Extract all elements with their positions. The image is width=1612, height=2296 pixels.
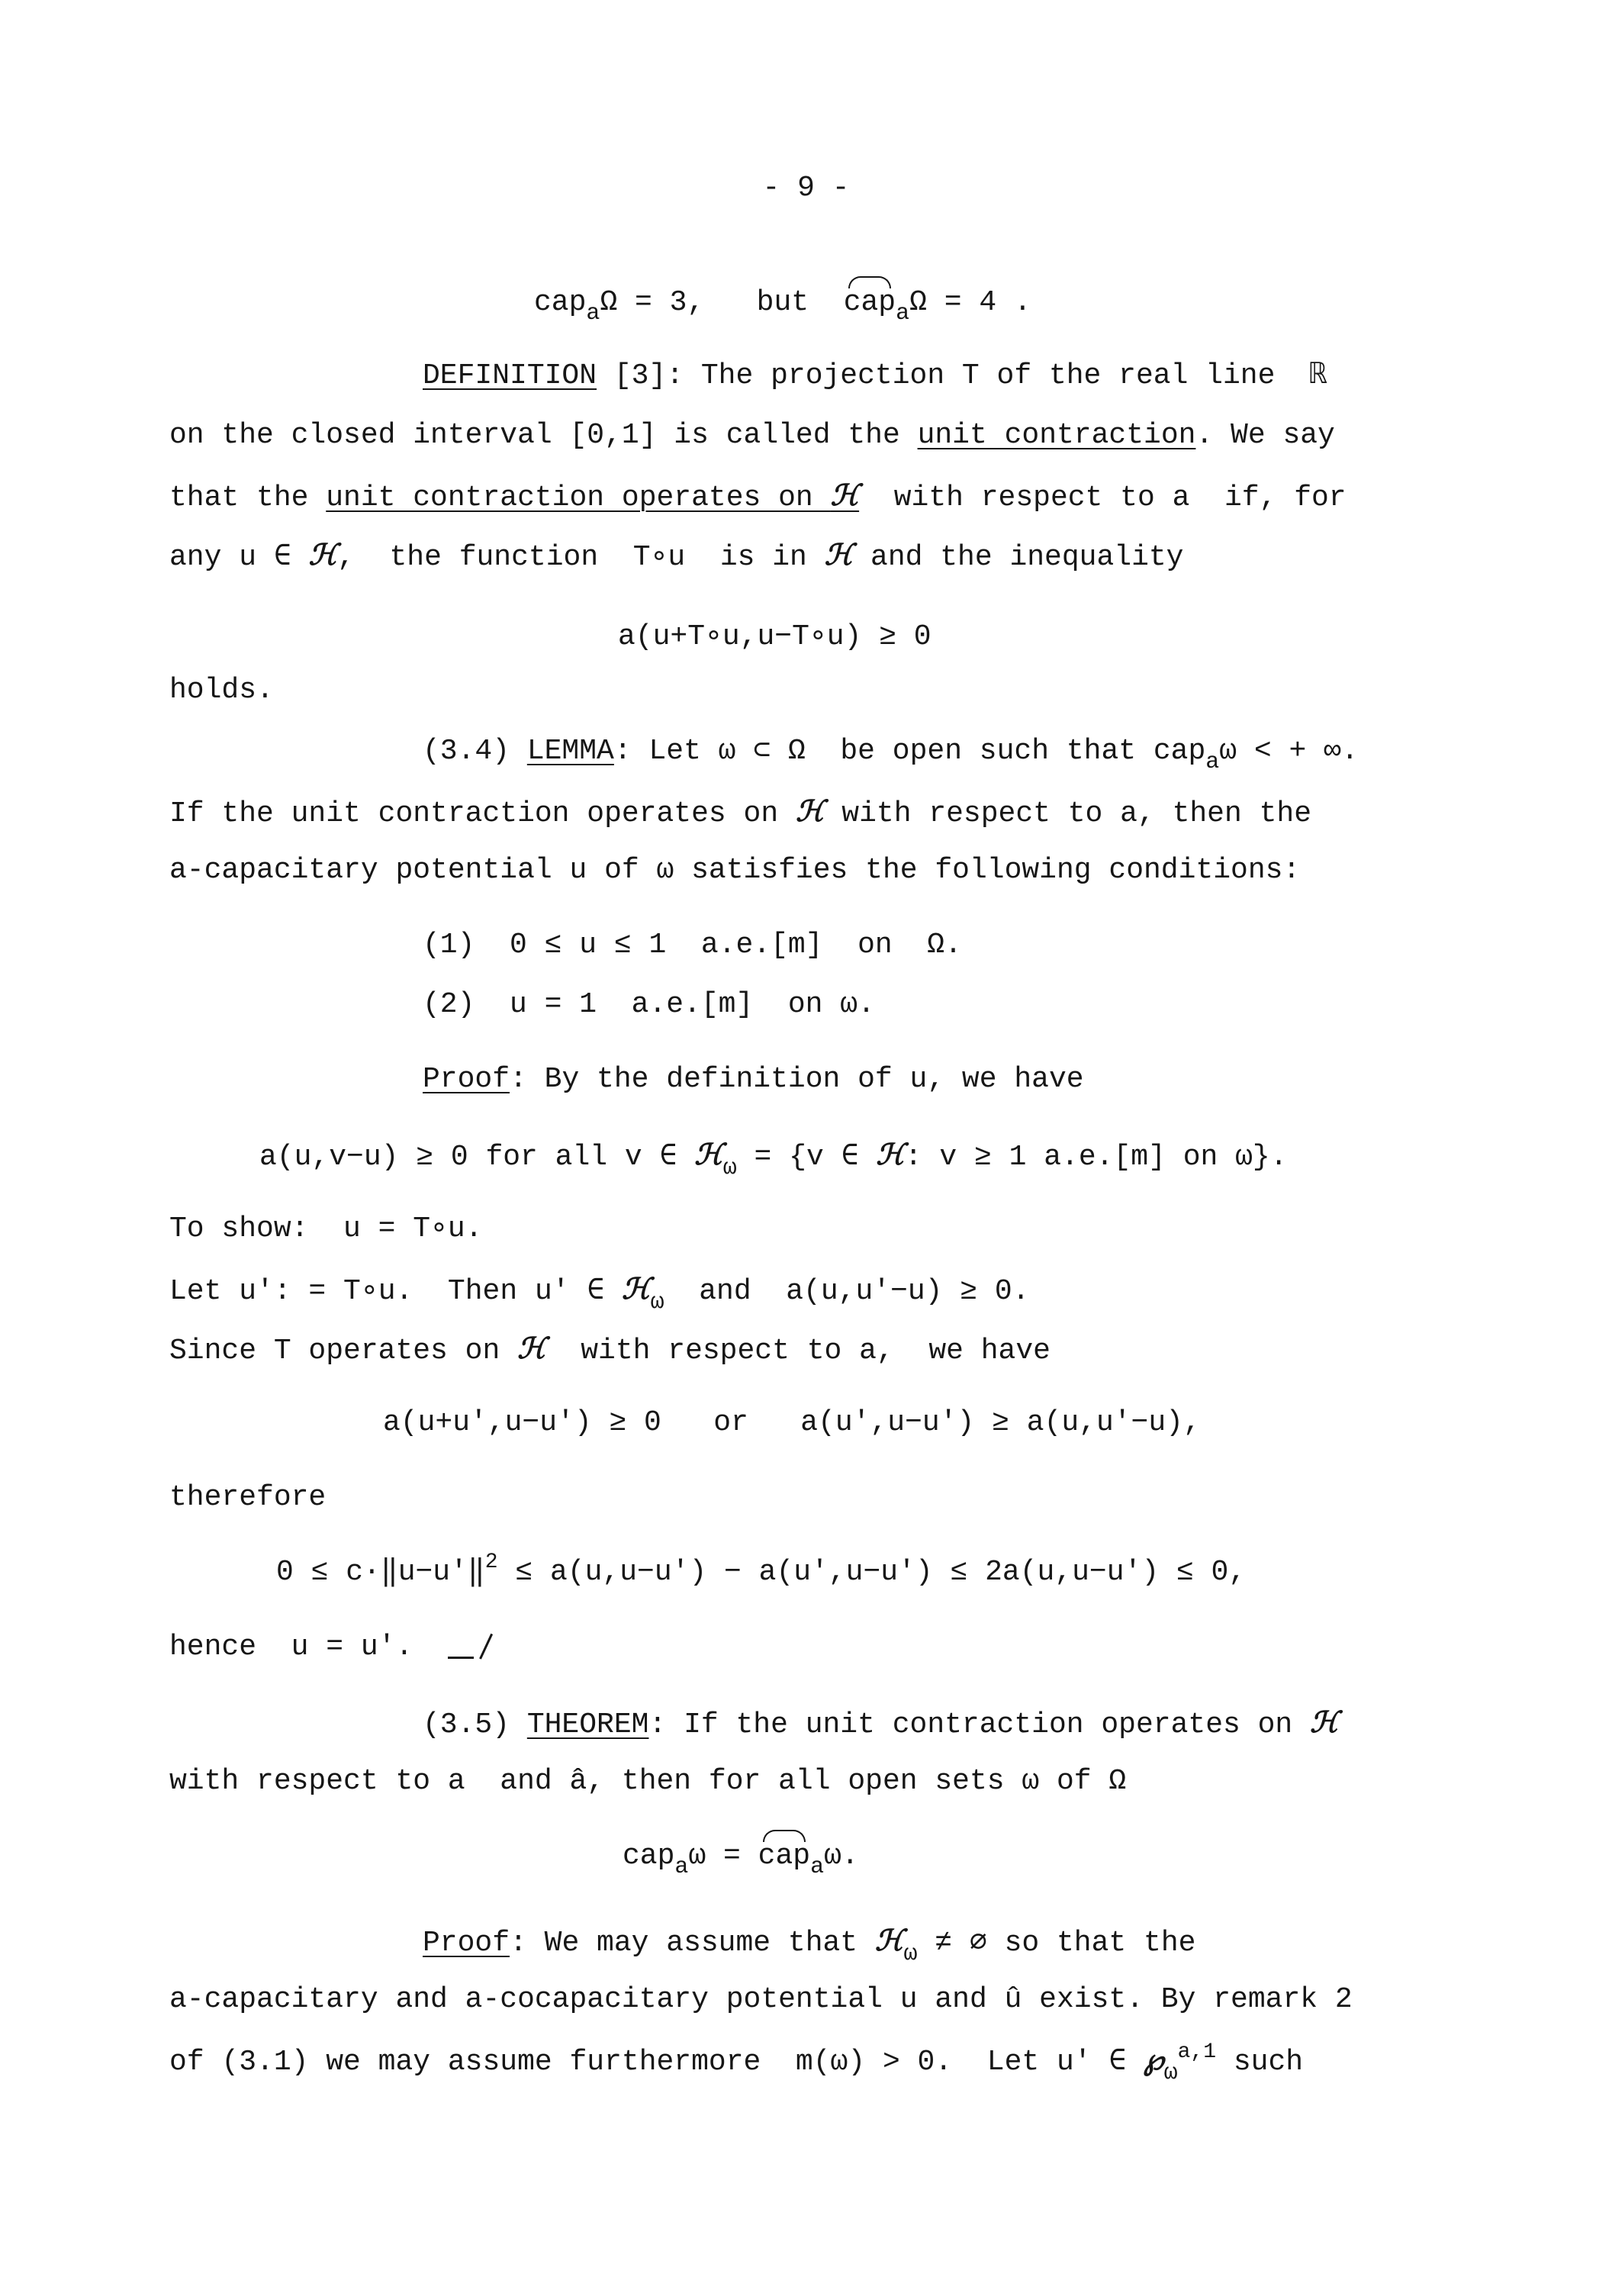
proof1-line-2: a(u,v−u) ≥ 0 for all v ∈ ℋ$_\omega$ = {v ∈ ℋ: v ≥ 1 a.e.[m] on ω}. xyxy=(259,1137,1288,1181)
definition-line-1: DEFINITION [3]: The projection T of the real line ℝ xyxy=(423,359,1327,392)
equation-capacity: cap$_a$Ω = 3, but cap$_a$Ω = 4 . xyxy=(534,286,1031,327)
definition-line-3: that the unit contraction operates on ℋ with respect to a if, for xyxy=(169,478,1347,514)
lemma-condition-2: (2) u = 1 a.e.[m] on ω. xyxy=(423,988,875,1021)
theorem-line-1: (3.5) THEOREM: If the unit contraction operates on ℋ xyxy=(423,1705,1339,1741)
definition-line-4: any u ∈ ℋ, the function T∘u is in ℋ and the inequality xyxy=(169,537,1184,574)
definition-line-2: on the closed interval [0,1] is called the unit contraction. We say xyxy=(169,419,1335,452)
proof2-line-1: Proof: We may assume that ℋ$_\omega$ ≠ ∅ so that the xyxy=(423,1923,1196,1967)
proof1-line-9: hence u = u'. xyxy=(169,1633,474,1662)
definition-holds: holds. xyxy=(169,674,274,707)
page-number: - 9 - xyxy=(762,172,850,204)
proof1-line-3: To show: u = T∘u. xyxy=(169,1212,483,1245)
proof1-line-1: Proof: By the definition of u, we have xyxy=(423,1063,1084,1096)
proof1-line-8: 0 ≤ c·‖u−u'‖$^2$ ≤ a(u,u−u') − a(u',u−u') ≤ 2a(u,u−u') ≤ 0, xyxy=(276,1551,1247,1589)
proof-label: Proof xyxy=(423,1927,510,1959)
proof1-line-4: Let u': = T∘u. Then u' ∈ ℋ$_\omega$ and a(u,u'−u) ≥ 0. xyxy=(169,1271,1030,1315)
proof2-line-2: a-capacitary and a-cocapacitary potential u and û exist. By remark 2 xyxy=(169,1983,1353,2016)
proof1-line-6: a(u+u',u−u') ≥ 0 or a(u',u−u') ≥ a(u,u'−u), xyxy=(383,1406,1201,1439)
proof1-line-5: Since T operates on ℋ with respect to a, we have xyxy=(169,1331,1051,1367)
lemma-label: LEMMA xyxy=(526,735,614,768)
definition-inequality: a(u+T∘u,u−T∘u) ≥ 0 xyxy=(618,620,931,653)
definition-label: DEFINITION xyxy=(423,359,597,392)
lemma-condition-1: (1) 0 ≤ u ≤ 1 a.e.[m] on Ω. xyxy=(423,929,962,961)
theorem-line-2: with respect to a and â, then for all open sets ω of Ω xyxy=(169,1765,1127,1798)
proof2-line-3: of (3.1) we may assume furthermore m(ω) > 0. Let u' ∈ $℘_\omega^{a,1}$ such xyxy=(169,2040,1304,2086)
lemma-line-2: If the unit contraction operates on ℋ with respect to a, then the xyxy=(169,794,1312,830)
lemma-line-3: a-capacitary potential u of ω satisfies the following conditions: xyxy=(169,854,1301,887)
theorem-label: THEOREM xyxy=(526,1708,649,1741)
proof-label: Proof xyxy=(423,1063,510,1096)
proof1-line-7: therefore xyxy=(169,1481,327,1514)
theorem-equation: cap$_a$ω = cap$_a$ω. xyxy=(623,1840,859,1880)
qed-mark xyxy=(448,1638,474,1659)
lemma-line-1: (3.4) LEMMA: Let ω ⊂ Ω be open such that cap$_a$ω < + ∞. xyxy=(423,735,1359,775)
